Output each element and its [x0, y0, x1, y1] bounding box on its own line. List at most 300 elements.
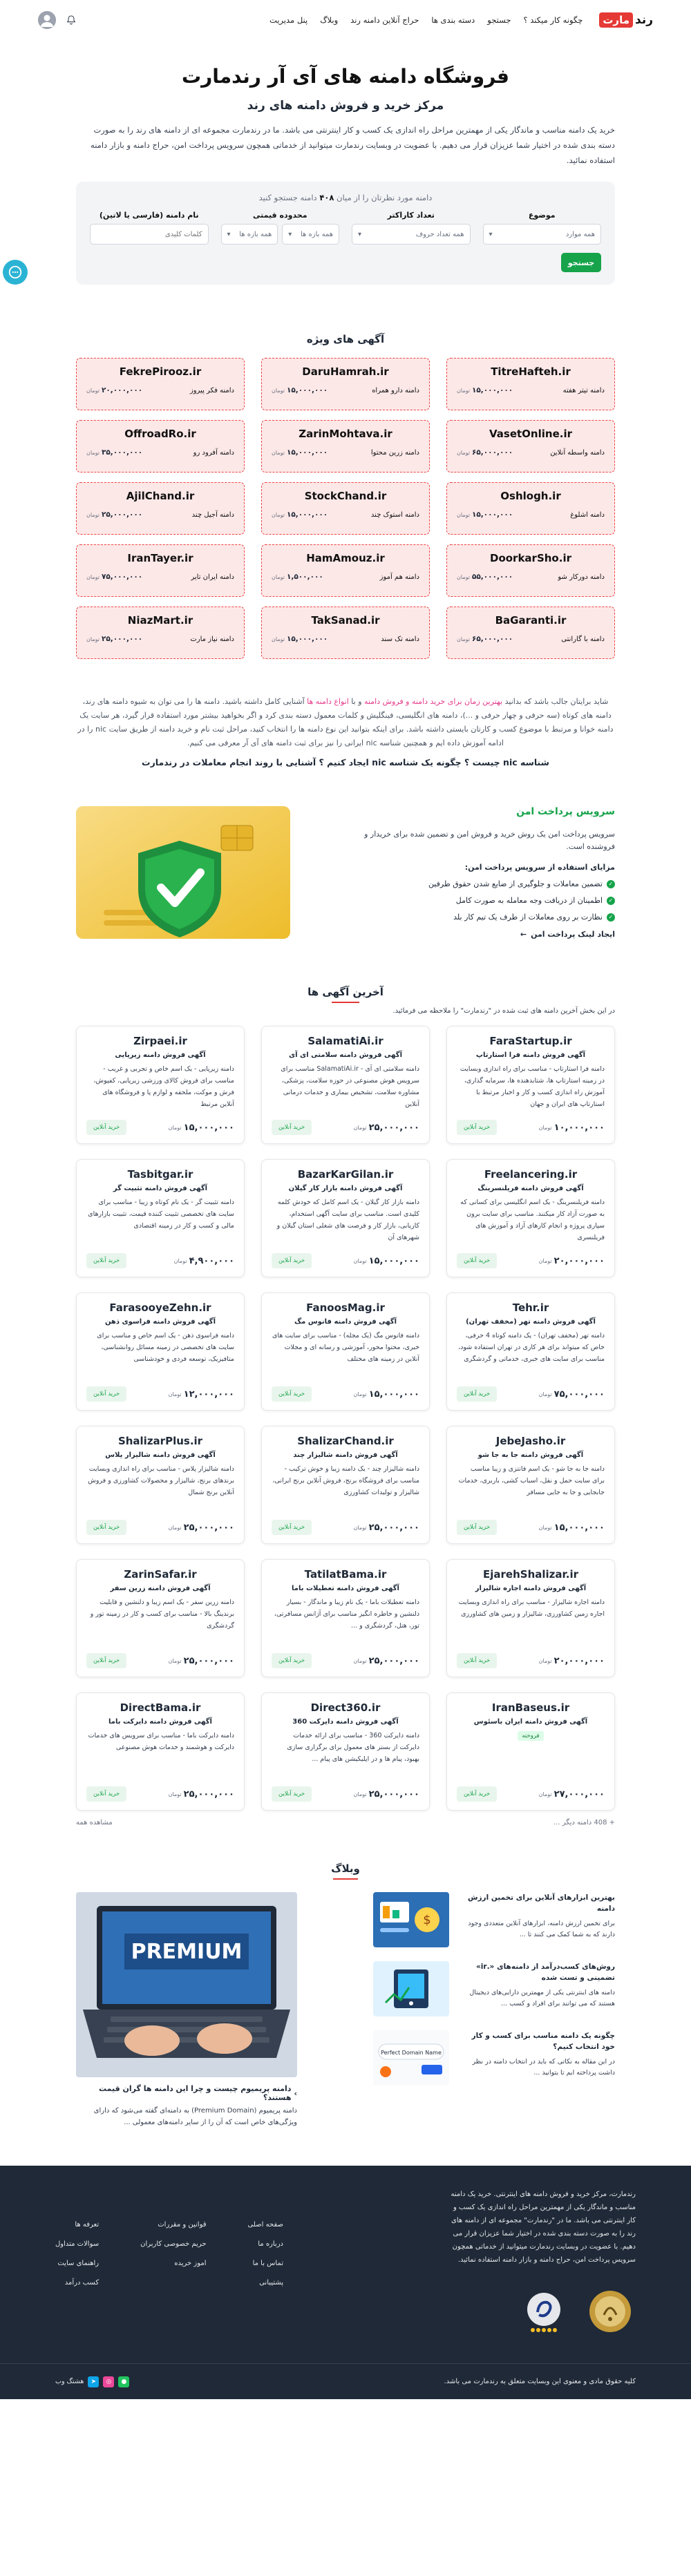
- ad-subtitle: آگهی فروش دامنه تهر (مخفف تهران): [466, 1318, 596, 1326]
- special-ad-card[interactable]: [76, 482, 245, 535]
- title-underline: [333, 1878, 358, 1880]
- domain-name-field: [90, 224, 209, 245]
- footer-link-home[interactable]: صفحه اصلی: [247, 2221, 283, 2229]
- ad-description: دامنه بازار کار گیلان - یک اسم کامل که خودش کلمه کلیدی است. مناسب برای سایت آگهی استخدام، کاریابی، بازار کار و فرصت های شغلی استان گیلان و شهرهای آن: [276, 1199, 419, 1241]
- domain-name: TitreHafteh.ir: [491, 365, 571, 378]
- footer-link-about[interactable]: درباره ما: [258, 2240, 283, 2248]
- secure-payment-link[interactable]: [339, 930, 615, 939]
- domain-price: [86, 635, 142, 643]
- ad-bottom: [457, 1786, 605, 1802]
- search-count: [90, 193, 601, 202]
- blog-item-text: [457, 2030, 615, 2086]
- ad-subtitle: آگهی فروش دامنه تعطیلات باما: [292, 1585, 399, 1592]
- footer-link-pricing[interactable]: تعرفه ها: [75, 2221, 100, 2229]
- latest-ad-card[interactable]: [261, 1426, 430, 1544]
- ad-subtitle: آگهی فروش دامنه اجاره شالیزار: [475, 1585, 587, 1592]
- domain-name: Tasbitgar.ir: [127, 1168, 193, 1181]
- special-ad-row: [457, 573, 605, 581]
- filter-price-label: محدوده قیمتی: [252, 211, 307, 220]
- topic-select[interactable]: [483, 224, 602, 245]
- ad-description: دامنه سلامتی ای آی - SalamatiAi.ir مناسب برای سرویس هوش مصنوعی در حوزه سلامت، پزشکی، مشاوره سلامت، تشخیص بیماری و خدمات درمانی آنلاین: [281, 1065, 419, 1108]
- footer-link-contact[interactable]: تماس با ما: [252, 2260, 283, 2267]
- price-value: ۱۵,۰۰۰,۰۰۰: [286, 386, 328, 394]
- price-value: ۲۵,۰۰۰,۰۰۰: [101, 635, 143, 643]
- ad-subtitle: آگهی فروش دامنه سلامتی ای آی: [288, 1051, 403, 1059]
- search-count-number: ۴۰۸: [319, 193, 334, 202]
- ad-bottom: [457, 1386, 605, 1402]
- footer-link-privacy[interactable]: حریم خصوصی کاربران: [140, 2240, 207, 2248]
- check-icon: ✓: [607, 897, 615, 905]
- special-ad-card[interactable]: [76, 544, 245, 597]
- price-value: ۱۵,۰۰۰,۰۰۰: [286, 635, 328, 643]
- domain-name: Zirpaei.ir: [133, 1035, 187, 1047]
- check-icon: ✓: [607, 913, 615, 922]
- price-value: ۶۵,۰۰۰,۰۰۰: [471, 635, 513, 643]
- currency-label: تومان: [353, 1524, 367, 1531]
- ad-bottom: [272, 1386, 419, 1402]
- buy-online-button[interactable]: خرید آنلاین: [86, 1386, 126, 1402]
- chat-button[interactable]: [3, 260, 28, 285]
- blog-item-title: [457, 2030, 615, 2052]
- latest-ad-card[interactable]: [76, 1692, 245, 1811]
- special-ad-card[interactable]: [76, 358, 245, 410]
- currency-label: تومان: [353, 1257, 367, 1264]
- blog-thumb-income: [373, 1961, 449, 2016]
- footer-link-earn[interactable]: کسب درآمد: [64, 2279, 100, 2287]
- ad-bottom: [86, 1386, 234, 1402]
- chevron-down-icon: ▾: [489, 230, 493, 238]
- domain-price: [457, 573, 513, 581]
- special-ad-card[interactable]: [261, 482, 430, 535]
- nav-admin-panel[interactable]: پنل مدیریت: [269, 15, 308, 25]
- nav-weblog[interactable]: وبلاگ: [320, 15, 339, 25]
- buy-online-button[interactable]: خرید آنلاین: [272, 1786, 312, 1802]
- sold-badge: فروخته: [518, 1731, 543, 1741]
- footer-about-block: [449, 2188, 636, 2363]
- filter-topic-label: موضوع: [528, 211, 556, 220]
- domain-tag: دامنه تک سند: [381, 635, 419, 643]
- price-value: ۲۵,۰۰۰,۰۰۰: [368, 1122, 419, 1133]
- nav-auction[interactable]: حراج آنلاین دامنه رند: [350, 15, 419, 25]
- special-ad-row: [86, 573, 234, 581]
- domain-tag: دامنه واسطه آنلاین: [550, 448, 605, 457]
- currency-label: تومان: [538, 1791, 552, 1797]
- domain-name: ShalizarPlus.ir: [117, 1435, 203, 1447]
- domain-name: AjilChand.ir: [126, 490, 195, 502]
- svg-text:$: $: [423, 1913, 431, 1927]
- special-ad-card[interactable]: [446, 482, 615, 535]
- domain-name: BazarKarGilan.ir: [297, 1168, 394, 1181]
- special-ad-row: [86, 635, 234, 643]
- currency-label: تومان: [538, 1257, 552, 1264]
- domain-name: ShalizarChand.ir: [297, 1435, 394, 1447]
- domain-price: [169, 1789, 234, 1800]
- nic-link-domain-types[interactable]: انواع دامنه ها: [307, 697, 349, 706]
- ad-subtitle: آگهی فروش دامنه زرین سفر: [110, 1585, 211, 1592]
- currency-label: تومان: [353, 1391, 367, 1397]
- domain-name: TatilatBama.ir: [304, 1568, 387, 1581]
- nic-section: [76, 695, 615, 767]
- secure-lead: سرویس پرداخت امن یک روش خرید و فروش امن و تضمین شده برای خریدار و فروشنده است.: [364, 830, 615, 851]
- latest-ad-card[interactable]: [76, 1559, 245, 1677]
- telegram-icon[interactable]: ➤: [88, 2376, 99, 2387]
- latest-ad-card[interactable]: [261, 1692, 430, 1811]
- domain-tag: دامنه آجیل چند: [191, 511, 234, 519]
- filter-domain-label: نام دامنه (فارسی یا لاتین): [99, 211, 199, 220]
- ad-bottom: [272, 1786, 419, 1802]
- ad-subtitle: آگهی فروش دامنه تثبیت گر: [113, 1185, 208, 1192]
- nic-link-best-time[interactable]: بهترین زمان برای خرید دامنه و فروش دامنه: [364, 697, 503, 706]
- domain-price: [539, 1123, 605, 1133]
- blog-item-text: [457, 1961, 615, 2016]
- ad-description: دامنه تثبیت گر - یک نام کوتاه و زیبا - مناسب برای سایت های تخصصی تثبیت کننده قیمت، تثبیت بازارهای مالی و کسب و کار در زمینه اقتصادی: [88, 1199, 234, 1230]
- latest-ad-card[interactable]: [446, 1426, 615, 1544]
- buy-online-button[interactable]: خرید آنلاین: [272, 1253, 312, 1268]
- domain-price: [354, 1123, 419, 1133]
- latest-title: آخرین آگهی ها: [307, 986, 384, 998]
- special-ad-card[interactable]: [446, 358, 615, 410]
- buy-online-button[interactable]: خرید آنلاین: [457, 1520, 497, 1535]
- latest-ad-card[interactable]: [446, 1692, 615, 1811]
- latest-ad-card[interactable]: [446, 1026, 615, 1144]
- footer-link-faq[interactable]: سوالات متداول: [55, 2240, 100, 2248]
- chars-select[interactable]: [352, 224, 471, 245]
- price-value: ۲۵,۰۰۰,۰۰۰: [183, 1788, 234, 1800]
- currency-label: تومان: [457, 573, 470, 580]
- domain-price: [457, 386, 513, 394]
- domain-tag: دامنه استوک چند: [370, 511, 419, 519]
- domain-tag: دامنه دارو همراه: [372, 386, 419, 394]
- blog-item-desc: برای تخمین ارزش دامنه، ابزارهای آنلاین متعددی وجود دارند که به شما کمک می کنند تا ...: [468, 1920, 615, 1938]
- latest-ad-card[interactable]: [76, 1026, 245, 1144]
- logo-text: رند: [635, 13, 653, 27]
- currency-label: تومان: [168, 1124, 182, 1131]
- blog-item-title-text: چگونه یک دامنه مناسب برای کسب و کار خود انتخاب کنیم؟: [471, 2032, 615, 2051]
- blog-featured-title-text: دامنه پریمیوم چیست و چرا این دامنه ها گران قیمت هستند؟: [98, 2084, 292, 2102]
- blog-thumb-choose-domain: [373, 2030, 449, 2086]
- special-ad-card[interactable]: [446, 607, 615, 659]
- page-title: فروشگاه دامنه های آی آر رندمارت: [182, 65, 509, 88]
- ad-subtitle: آگهی فروش دامنه فراسوی ذهن: [104, 1318, 216, 1326]
- price-value: ۱۵,۰۰۰,۰۰۰: [471, 386, 513, 394]
- domain-price: [272, 573, 323, 581]
- currency-label: تومان: [272, 449, 285, 456]
- search-button[interactable]: جستجو: [561, 253, 601, 272]
- special-ad-row: [457, 635, 605, 643]
- currency-label: تومان: [538, 1524, 552, 1531]
- footer-bottom-inner: [55, 2376, 636, 2387]
- ad-description: دامنه فانوس مگ (یک مجله) - مناسب برای سایت های خبری، محتوا محور، آموزشی و رسانه ای و مجلات آنلاین در زمینه های مختلف: [272, 1332, 419, 1363]
- footer-link-terms[interactable]: قوانین و مقررات: [158, 2221, 207, 2229]
- price-to-select[interactable]: [221, 224, 278, 245]
- buy-online-button[interactable]: خرید آنلاین: [272, 1120, 312, 1135]
- price-value: ۱۵,۰۰۰,۰۰۰: [471, 511, 513, 519]
- special-ad-card[interactable]: [261, 358, 430, 410]
- special-ad-row: [457, 511, 605, 519]
- domain-price: [86, 511, 142, 519]
- currency-label: تومان: [168, 1657, 182, 1664]
- domain-name: OffroadRo.ir: [124, 428, 196, 440]
- price-value: ۷۵,۰۰۰,۰۰۰: [101, 573, 143, 581]
- chevron-down-icon: ▾: [288, 230, 292, 238]
- ad-description: دامنه فراسوی ذهن - یک اسم خاص و مناسب برای سایت های تخصصی در زمینه مسائل روانشناسی، متافیزیک، توسعه فردی و خودشناسی: [97, 1332, 234, 1363]
- domain-price: [539, 1389, 605, 1400]
- domain-price: [539, 1523, 605, 1533]
- blog-featured[interactable]: [76, 1892, 297, 2128]
- buy-online-button[interactable]: خرید آنلاین: [457, 1386, 497, 1402]
- domain-tag: دامنه آفرود رو: [193, 448, 234, 457]
- domain-price: [169, 1123, 234, 1133]
- domain-tag: دامنه تیتر هفته: [562, 386, 605, 394]
- footer-link-support[interactable]: پشتیبانی: [259, 2279, 283, 2287]
- price-value: ۴,۹۰۰,۰۰۰: [189, 1255, 234, 1266]
- list-item: [339, 909, 615, 926]
- special-ad-row: [457, 386, 605, 394]
- whatsapp-icon[interactable]: ●: [118, 2376, 129, 2387]
- ad-bottom: [272, 1253, 419, 1268]
- buy-online-button[interactable]: خرید آنلاین: [457, 1786, 497, 1802]
- filters: [90, 211, 601, 245]
- ad-subtitle: آگهی فروش دامنه دایرکت 360: [292, 1718, 399, 1726]
- domain-name: JebeJasho.ir: [495, 1435, 566, 1447]
- chars-select-value: همه تعداد حروف: [415, 230, 464, 238]
- secure-sub: مزایای استفاده از سرویس پرداخت امن:: [464, 863, 615, 872]
- domain-price: [169, 1656, 234, 1666]
- currency-label: تومان: [272, 387, 285, 394]
- special-ad-card[interactable]: [446, 544, 615, 597]
- ad-bottom: [86, 1520, 234, 1535]
- domain-name: Direct360.ir: [310, 1701, 381, 1714]
- ad-subtitle: آگهی فروش دامنه شالیزار چند: [293, 1451, 398, 1459]
- currency-label: تومان: [86, 636, 100, 642]
- nic-heading: شناسه nic چیست ؟ چگونه یک شناسه nic ایجاد کنیم ؟ آشنایی با روند انجام معاملات در رندمارت: [142, 757, 549, 767]
- special-ad-row: [86, 511, 234, 519]
- special-ad-row: [272, 511, 419, 519]
- buy-online-button[interactable]: خرید آنلاین: [272, 1520, 312, 1535]
- domain-price: [539, 1656, 605, 1666]
- domain-tag: دامنه زرین محتوا: [370, 448, 419, 457]
- secure-link-label: ایجاد لینک پرداخت امن: [531, 930, 615, 939]
- ad-subtitle: آگهی فروش دامنه دایرکت باما: [108, 1718, 212, 1726]
- latest-header: [0, 986, 691, 1015]
- ad-bottom: [86, 1120, 234, 1135]
- latest-grid: [76, 1026, 615, 1811]
- domain-price: [354, 1656, 419, 1666]
- domain-tag: دامنه نیاز مارت: [190, 635, 234, 643]
- latest-ad-card[interactable]: [261, 1292, 430, 1411]
- blog-item-desc: دامنه های اینترنتی یکی از مهمترین دارایی‌های دیجیتال هستند که می توانند برای افراد و کسب ...: [469, 1989, 615, 2007]
- latest-description: در این بخش آخرین دامنه های ثبت شده در "رندمارت" را ملاحظه می فرمائید.: [392, 1007, 615, 1015]
- avatar[interactable]: [38, 11, 56, 29]
- buy-online-button[interactable]: خرید آنلاین: [86, 1653, 126, 1668]
- thumb-caption: Perfect Domain Name: [381, 2050, 442, 2056]
- special-ad-card[interactable]: [76, 607, 245, 659]
- blog-item-text: [457, 1892, 615, 1947]
- logo-box: مارت: [599, 12, 633, 28]
- domain-name: Oshlogh.ir: [500, 490, 561, 502]
- price-from-select[interactable]: [282, 224, 339, 245]
- footer-link-guide[interactable]: راهنمای سایت: [57, 2260, 100, 2267]
- domain-price: [86, 448, 142, 457]
- ad-subtitle: آگهی فروش دامنه شالیزار پلاس: [105, 1451, 216, 1459]
- latest-ad-card[interactable]: [446, 1292, 615, 1411]
- price-from-value: همه بازه ها: [301, 230, 333, 238]
- currency-label: تومان: [86, 573, 100, 580]
- domain-name: FarasooyeZehn.ir: [109, 1301, 211, 1314]
- latest-ad-card[interactable]: [446, 1159, 615, 1277]
- buy-online-button[interactable]: خرید آنلاین: [457, 1120, 497, 1135]
- currency-label: تومان: [538, 1391, 552, 1397]
- filter-price: [221, 211, 340, 245]
- domain-name: SalamatiAi.ir: [307, 1035, 384, 1047]
- nic-text-start: شاید برایتان جالب باشد که بدانید: [504, 697, 609, 706]
- blog-item[interactable]: [373, 1892, 615, 1947]
- domain-name-input[interactable]: [96, 231, 202, 238]
- currency-label: تومان: [457, 387, 470, 394]
- special-ad-card[interactable]: [446, 420, 615, 473]
- blog-item[interactable]: [373, 1961, 615, 2016]
- buy-online-button[interactable]: خرید آنلاین: [457, 1653, 497, 1668]
- domain-tag: دامنه دورکار شو: [558, 573, 605, 581]
- ad-subtitle: آگهی فروش دامنه فانوس مگ: [294, 1318, 397, 1326]
- ad-subtitle: آگهی فروش دامنه جا به جا شو: [477, 1451, 584, 1459]
- ad-description: دامنه فرا استارتاپ - مناسب برای راه اندازی وبسایت در زمینه استارتاپ ها، شتابدهنده ها، سرمایه گذاری، آموزش راه اندازی کسب و کار و اخبار مرتبط با استارتاپ های ایران و جهان: [460, 1065, 605, 1108]
- price-value: ۲۵,۰۰۰,۰۰۰: [368, 1522, 419, 1533]
- latest-ad-card[interactable]: [261, 1159, 430, 1277]
- domain-name: BaGaranti.ir: [495, 614, 567, 627]
- grid-footer: [76, 1819, 615, 1826]
- secure-payment-illustration: [76, 806, 290, 939]
- nic-text-mid: و با: [351, 697, 362, 706]
- footer-col-3: [55, 2215, 99, 2363]
- domain-price: [272, 511, 328, 519]
- bell-icon[interactable]: [66, 15, 77, 26]
- currency-label: تومان: [86, 511, 100, 518]
- latest-ad-card[interactable]: [76, 1426, 245, 1544]
- special-ad-row: [272, 635, 419, 643]
- blog-item[interactable]: [373, 2030, 615, 2086]
- instagram-icon[interactable]: ◎: [103, 2376, 114, 2387]
- domain-price: [169, 1523, 234, 1533]
- special-ad-row: [86, 386, 234, 394]
- latest-ad-card[interactable]: [76, 1159, 245, 1277]
- buy-online-button[interactable]: خرید آنلاین: [86, 1520, 126, 1535]
- buy-online-button[interactable]: خرید آنلاین: [86, 1120, 126, 1135]
- logo[interactable]: [599, 12, 653, 28]
- domain-name: Tehr.ir: [512, 1301, 549, 1314]
- hero: [76, 40, 615, 285]
- price-value: ۵۵,۰۰۰,۰۰۰: [471, 573, 513, 581]
- more-domains-link[interactable]: + 408 دامنه دیگر ...: [553, 1819, 615, 1826]
- nav-search[interactable]: جستجو: [487, 15, 511, 25]
- special-ad-card[interactable]: [261, 544, 430, 597]
- ad-description: دامنه تعطیلات باما - یک نام زیبا و ماندگار - بسیار دلنشین و خاطره انگیز مناسب برای آژانس مسافرتی، تور، هتل، گردشگری و ...: [274, 1599, 419, 1630]
- benefit-text: اطمینان از دریافت وجه معامله به صورت کامل: [455, 896, 603, 905]
- currency-label: تومان: [168, 1391, 182, 1397]
- buy-online-button[interactable]: خرید آنلاین: [86, 1786, 126, 1802]
- ad-bottom: [272, 1520, 419, 1535]
- secure-payment-section: [76, 806, 615, 939]
- domain-tag: دامنه ایران تایر: [191, 573, 234, 581]
- ad-description: دامنه شالیزار پلاس - مناسب برای راه اندازی وبسایت برندهای برنج، شالیزار و محصولات کشاورزی و فروش آنلاین برنج شمال: [88, 1465, 234, 1496]
- currency-label: تومان: [353, 1657, 367, 1664]
- price-value: ۲۷,۰۰۰,۰۰۰: [553, 1788, 605, 1800]
- domain-name: ZarinSafar.ir: [124, 1568, 197, 1581]
- currency-label: تومان: [353, 1791, 367, 1797]
- badge-wrap: [457, 1730, 605, 1741]
- latest-ad-card[interactable]: [76, 1292, 245, 1411]
- currency-label: تومان: [173, 1257, 187, 1264]
- domain-tag: دامنه فکر پیروز: [189, 386, 234, 394]
- ad-description: دامنه تهر (مخفف تهران) - یک دامنه کوتاه 4 حرفی، خاص که میتواند برای هر کاری در تهران استفاده شود، مناسب برای سایت های خبری، خدماتی و گردشگری: [458, 1332, 605, 1363]
- header-right: [269, 12, 653, 28]
- enamad-badge[interactable]: [518, 2286, 569, 2337]
- special-ad-card[interactable]: [261, 420, 430, 473]
- currency-label: تومان: [86, 449, 100, 456]
- special-ad-card[interactable]: [76, 420, 245, 473]
- nav-categories[interactable]: دسته بندی ها: [431, 15, 475, 25]
- footer-top: [55, 2188, 636, 2363]
- domain-name: HamAmouz.ir: [306, 552, 385, 564]
- buy-online-button[interactable]: خرید آنلاین: [272, 1653, 312, 1668]
- domain-name: IranBaseus.ir: [491, 1701, 570, 1714]
- currency-label: تومان: [538, 1124, 552, 1131]
- currency-label: تومان: [168, 1524, 182, 1531]
- buy-online-button[interactable]: خرید آنلاین: [86, 1253, 126, 1268]
- view-all-link[interactable]: مشاهده همه: [76, 1819, 113, 1826]
- blog-item-title: [457, 1892, 615, 1914]
- domain-name: StockChand.ir: [304, 490, 387, 502]
- domain-name: TakSanad.ir: [311, 614, 380, 627]
- domain-price: [272, 635, 328, 643]
- domain-price: [457, 448, 513, 457]
- special-ad-card[interactable]: [261, 607, 430, 659]
- ad-subtitle: آگهی فروش دامنه بازار کار گیلان: [288, 1185, 403, 1192]
- hero-description: خرید یک دامنه مناسب و ماندگار یکی از مهمترین مراحل راه اندازی یک کسب و کار اینترنتی می باشد. ما در رندمارت مجموعه ای از دامنه های رند را به صورت دسته بندی شده در اختیار شما عزیزان قرار می دهیم. با عضویت در وبسایت رندمارت میتوانید از خدماتی همچون سرویس پرداخت امن، حراج دامنه و بازار دامنه استفاده نمائید.: [91, 125, 615, 165]
- chat-icon: [8, 265, 23, 280]
- domain-price: [86, 386, 142, 394]
- domain-name: Freelancering.ir: [484, 1168, 578, 1181]
- ad-description: دامنه دایرکت 360 - مناسب برای ارائه خدمات دایرکت از بستر های معمول برای برگزاری سازی بهبود، پیام ها و در اپلیکیشن های پیام ...: [287, 1732, 419, 1763]
- buy-online-button[interactable]: خرید آنلاین: [272, 1386, 312, 1402]
- price-value: ۱۵,۰۰۰,۰۰۰: [286, 511, 328, 519]
- filter-chars: [352, 211, 471, 245]
- price-value: ۲۵,۰۰۰,۰۰۰: [101, 511, 143, 519]
- secure-text: [339, 806, 615, 939]
- latest-ad-card[interactable]: [261, 1026, 430, 1144]
- buy-online-button[interactable]: خرید آنلاین: [457, 1253, 497, 1268]
- blog-featured-title: [76, 2084, 297, 2102]
- weblog-header: [0, 1862, 691, 1880]
- latest-ad-card[interactable]: [261, 1559, 430, 1677]
- footer-link-buy-guide[interactable]: اموز خریده: [174, 2260, 207, 2267]
- price-value: ۲۰,۰۰۰,۰۰۰: [553, 1255, 605, 1266]
- search-panel: [76, 182, 615, 285]
- domain-price: [354, 1389, 419, 1400]
- check-icon: ✓: [607, 880, 615, 888]
- nav-how-it-works[interactable]: چگونه کار میکند ؟: [523, 15, 583, 25]
- samandehi-badge[interactable]: [585, 2286, 636, 2337]
- footer-about: رندمارت، مرکز خرید و فروش دامنه های اینترنتی. خرید یک دامنه مناسب و ماندگار یکی از مهمترین مراحل راه اندازی یک کسب و کار اینترنتی می باشد. ما در "رندمارت" مجموعه ای از دامنه های رند را به صورت دسته بندی شده در اختیار شما عزیزان قرار می دهیم. با عضویت در وبسایت رندمارت میتوانید از خدماتی همچون سرویس پرداخت امن، حراج دامنه و بازار دامنه استفاده نمائید.: [451, 2191, 636, 2264]
- search-count-suffix: دامنه جستجو کنید: [258, 193, 317, 202]
- domain-price: [539, 1789, 605, 1800]
- special-ad-row: [272, 448, 419, 457]
- blog-featured-desc: دامنه پریمیوم (Premium Domain) به دامنه‌ای گفته می‌شود که دارای ویژگی‌های خاص است که آن را از سایر دامنه‌های معمولی ...: [93, 2107, 297, 2126]
- latest-ad-card[interactable]: [446, 1559, 615, 1677]
- blog-item-title: [457, 1961, 615, 1983]
- main-nav: [269, 15, 583, 25]
- chevron-left-icon: ›: [294, 2088, 297, 2098]
